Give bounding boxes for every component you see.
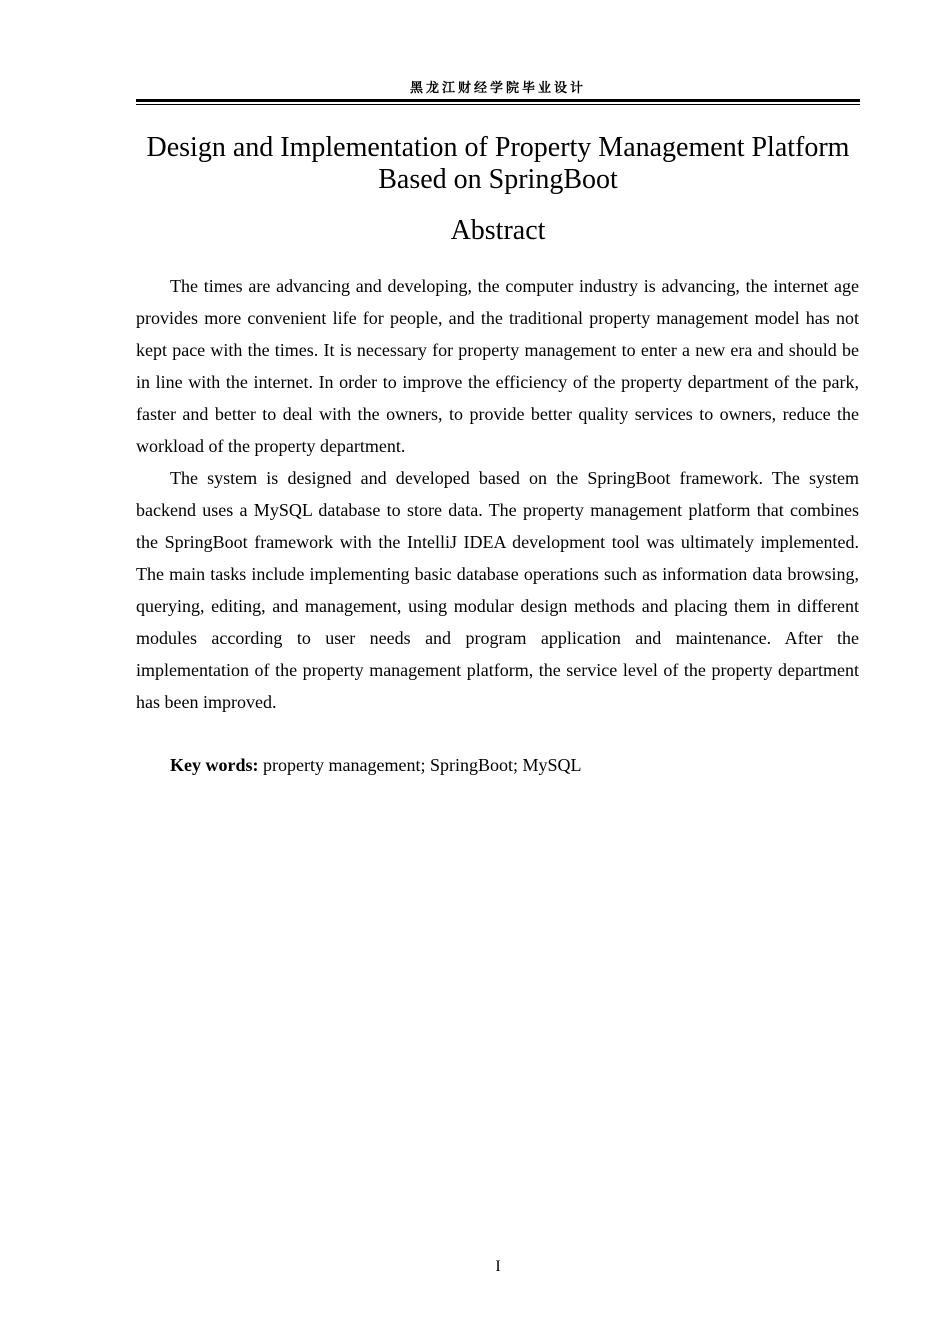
- abstract-paragraph-2: The system is designed and developed based on the SpringBoot framework. The system backend uses a MySQL database to store data. The property management platform that combines the SpringBoot framework with the IntelliJ IDEA development tool was ultimately implemented. The main tasks include implementing basic database operations such as information data browsing, querying, editing, and management, using modular design methods and placing them in different modules according to user needs and program application and maintenance. After the implementation of the property management platform, the service level of the property department has been improved.: [136, 468, 859, 712]
- header-rule-thick: [136, 99, 860, 102]
- abstract-heading: Abstract: [450, 215, 546, 246]
- abstract-body: [136, 270, 859, 718]
- page-number: I: [495, 1258, 501, 1275]
- keywords-line: [170, 749, 581, 781]
- running-header: 黑龙江财经学院毕业设计: [409, 81, 586, 96]
- thesis-title: [130, 132, 866, 196]
- thesis-title-line-1: Design and Implementation of Property Management Platform: [146, 132, 850, 163]
- keywords-value: property management; SpringBoot; MySQL: [263, 755, 582, 775]
- keywords-label: Key words:: [170, 755, 259, 775]
- header-rule-thin: [136, 104, 860, 105]
- thesis-title-line-2: Based on SpringBoot: [378, 164, 618, 195]
- abstract-paragraph-1: The times are advancing and developing, the computer industry is advancing, the internet age provides more convenient life for people, and the traditional property management model has not kept pace with the times. It is necessary for property management to enter a new era and should be in line with the internet. In order to improve the efficiency of the property department of the park, faster and better to deal with the owners, to provide better quality services to owners, reduce the workload of the property department.: [136, 276, 859, 456]
